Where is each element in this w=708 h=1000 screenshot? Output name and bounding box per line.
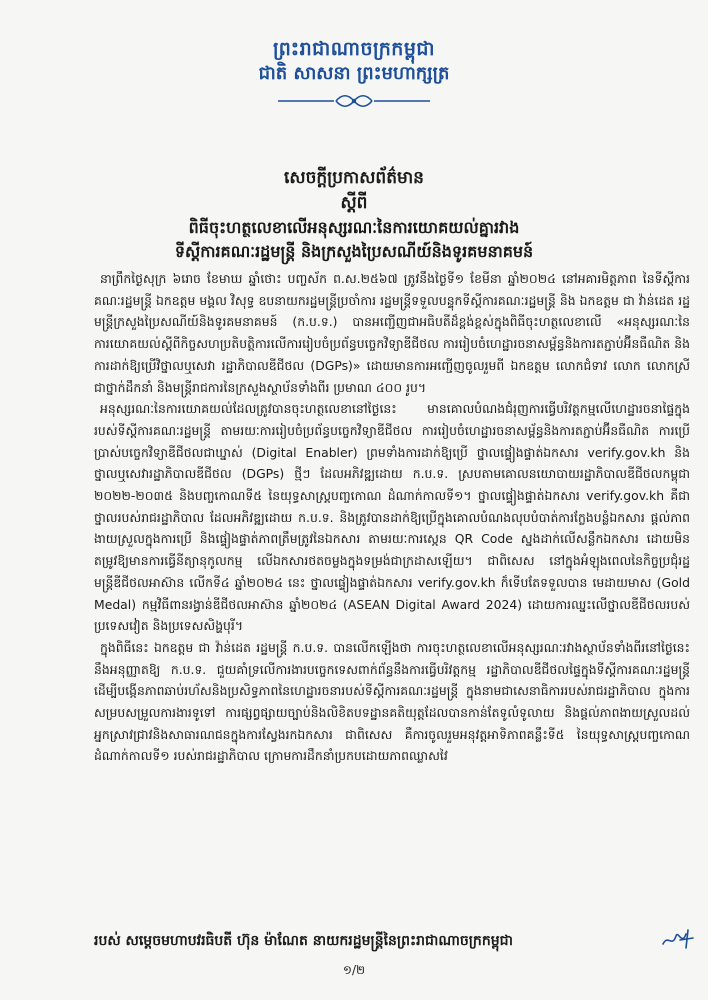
page-number: ១/២ bbox=[342, 963, 366, 977]
title-subject-word: ស្តីពី bbox=[340, 193, 368, 213]
document-title-block bbox=[0, 166, 708, 264]
document-body bbox=[94, 268, 690, 767]
body-paragraph-2: អនុស្សរណៈនៃការយោគយល់ដែលត្រូវបានចុះហត្ថលេខានៅថ្ងៃនេះ មានគោលបំណងជំរុញការធ្វើបរិវត្តកម្មលើហេដ្ឋារចនាផ្ទៃក្នុងរបស់ទីស្តីការគណៈរដ្ឋមន្ត្រី តាមរយៈការរៀបចំប្រព័ន្ធបច្ចេកវិទ្យាឌីជីថល ការរៀបចំហេដ្ឋារចនាសម្ព័ន្ធនិងការតភ្ជាប់អ៊ីនធឺណិត ការប្រើប្រាស់បច្ចេកវិទ្យាឌីជីថលជាឃ្នាស់ (Digital Enabler) ព្រមទាំងការដាក់ឱ្យប្រើ ថ្នាលផ្ទៀងផ្ទាត់ឯកសារ verify.gov.kh និង ថ្នាលឬសេវារដ្ឋាភិបាលឌីជីថល (DGPs) ថ្មីៗ ដែលអភិវឌ្ឍដោយ ក.ប.ទ. ស្របតាមគោលនយោបាយរដ្ឋាភិបាលឌីជីថលកម្ពុជា ២០២២-២០៣៥ និងបញ្ចកោណទី៥ នៃយុទ្ធសាស្ត្របញ្ចកោណ ដំណាក់កាលទី១។ ថ្នាលផ្ទៀងផ្ទាត់ឯកសារ verify.gov.kh គឺជាថ្នាលរបស់រាជរដ្ឋាភិបាល ដែលអភិវឌ្ឍដោយ ក.ប.ទ. និងត្រូវបានដាក់ឱ្យប្រើក្នុងគោលបំណងលុបបំបាត់ការក្លែងបន្លំឯកសារ ផ្តល់ភាពងាយស្រួលក្នុងការប្រើ និងផ្ទៀងផ្ទាត់ភាពត្រឹមត្រូវនៃឯកសារ តាមរយៈការស្កេន QR Code ស្នងដាក់លើសន្លឹកឯកសារ ដោយមិនតម្រូវឱ្យមានការធ្វើនីត្យានុកូលកម្ម លើឯកសារថតចម្លងក្នុងទម្រង់ជាក្រដាសឡើយ។ ជាពិសេស នៅក្នុងអំឡុងពេលនៃកិច្ចប្រជុំរដ្ឋមន្ត្រីឌីជីថលអាស៊ាន លើកទី៤ ឆ្នាំ២០២៤ នេះ ថ្នាលផ្ទៀងផ្ទាត់ឯកសារ verify.gov.kh ក៏ទើបតែទទួលបាន មេដាយមាស (Gold Medal) កម្មវិធីពានរង្វាន់ឌីជីថលអាស៊ាន ឆ្នាំ២០២៤ (ASEAN Digital Award 2024) ដោយការឈ្នះលើថ្នាលឌីជីថលរបស់ប្រទេសវៀត និងប្រទេសសិង្ហបុរី។ bbox=[94, 401, 690, 634]
body-paragraph-1: នាព្រឹកថ្ងៃសុក្រ ៦រោច ខែមាឃ ឆ្នាំថោះ បញ្ចស័ក ព.ស.២៥៦៧ ត្រូវនឹងថ្ងៃទី១ ខែមីនា ឆ្នាំ២០២៤ នៅអគារមិត្តភាព នៃទីស្តីការគណៈរដ្ឋមន្ត្រី ឯកឧត្តម មង្គល វិសុទ្ធ ឧបនាយករដ្ឋមន្ត្រីប្រចាំការ រដ្ឋមន្ត្រីទទួលបន្ទុកទីស្តីការគណៈរដ្ឋមន្ត្រី និង ឯកឧត្តម ជា វ៉ាន់ដេត រដ្ឋមន្ត្រីក្រសួងប្រៃសណីយ៍និងទូរគមនាគមន៍ (ក.ប.ទ.) បានអញ្ជើញជាអធិបតីដ៏ខ្ពង់ខ្ពស់ក្នុងពិធីចុះហត្ថលេខាលើ «អនុស្សរណៈនៃការយោគយល់ស្តីពីកិច្ចសហប្រតិបត្តិការលើការរៀបចំប្រព័ន្ធបច្ចេកវិទ្យាឌីជីថល ការរៀបចំហេដ្ឋារចនាសម្ព័ន្ធនិងការតភ្ជាប់អ៊ីនធឺណិត និងការដាក់ឱ្យប្រើវិថ្នាលឬសេវា រដ្ឋាភិបាលឌីជីថល (DGPs)» ដោយមានការអញ្ជើញចូលរួមពី ឯកឧត្តម លោកជំទាវ លោក លោកស្រី ជាថ្នាក់ដឹកនាំ និងមន្ត្រីរាជការនៃក្រសួងស្ថាប័នទាំងពីរ ប្រមាណ ៤០០ រូប។ bbox=[94, 271, 690, 395]
closing-line: របស់ សម្តេចមហាបវរធិបតី ហ៊ុន ម៉ាណែត នាយករដ្ឋមន្ត្រីនៃព្រះរាជាណាចក្រកម្ពុជា bbox=[94, 933, 513, 949]
body-paragraph-3: ក្នុងពិធីនេះ ឯកឧត្តម ជា វ៉ាន់ដេត រដ្ឋមន្ត្រី ក.ប.ទ. បានលើកឡើងថា ការចុះហត្ថលេខាលើអនុស្សរណៈរវាងស្ថាប័នទាំងពីរនៅថ្ងៃនេះ នឹងអនុញ្ញាតឱ្យ ក.ប.ទ. ជួយគាំទ្រលើការងារបច្ចេកទេសពាក់ព័ន្ធនឹងការធ្វើបរិវត្តកម្ម រដ្ឋាភិបាលឌីជីថលផ្ទៃក្នុងទីស្តីការគណៈរដ្ឋមន្ត្រី ដើម្បីបង្កើនភាពឆាប់រហ័សនិងប្រសិទ្ធភាពនៃហេដ្ឋារចនារបស់ទីស្តីការគណៈរដ្ឋមន្ត្រី ក្នុងនាមជាសេនាធិការរបស់រាជរដ្ឋាភិបាល ក្នុងការសម្របសម្រួលការងារទូទៅ ការផ្សព្វផ្សាយច្បាប់និងលិខិតបទដ្ឋានគតិយុត្តដែលបានកាន់តែទូលំទូលាយ និងផ្តល់ភាពងាយស្រួលដល់អ្នកស្រាវជ្រាវនិងសាធារណជនក្នុងការស្វែងរកឯកសារ ជាពិសេស គឺការចូលរួមអនុវត្តអាទិភាពគន្លឹះទី៥ នៃយុទ្ធសាស្ត្របញ្ចកោណ ដំណាក់កាលទី១ របស់រាជរដ្ឋាភិបាល ក្រោមការដឹកនាំប្រកបដោយភាពឈ្លាសវៃ bbox=[94, 639, 690, 764]
kingdom-name: ព្រះរាជាណាចក្រកម្ពុជា bbox=[273, 38, 435, 60]
document-header bbox=[0, 36, 708, 86]
header-ornament-icon bbox=[274, 92, 434, 110]
handwritten-initials-icon bbox=[660, 926, 696, 952]
national-motto: ជាតិ សាសនា ព្រះមហាក្សត្រ bbox=[258, 63, 450, 84]
title-subject-line-2: ទីស្តីការគណៈរដ្ឋមន្ត្រី និងក្រសួងប្រៃសណីយ៍និងទូរគមនាគមន៍ bbox=[174, 242, 534, 261]
press-release-title: សេចក្តីប្រកាសព័ត៌មាន bbox=[284, 168, 424, 188]
title-subject-line-1: ពិធីចុះហត្ថលេខាលើអនុស្សរណៈនៃការយោគយល់គ្នារវាង bbox=[188, 218, 520, 237]
